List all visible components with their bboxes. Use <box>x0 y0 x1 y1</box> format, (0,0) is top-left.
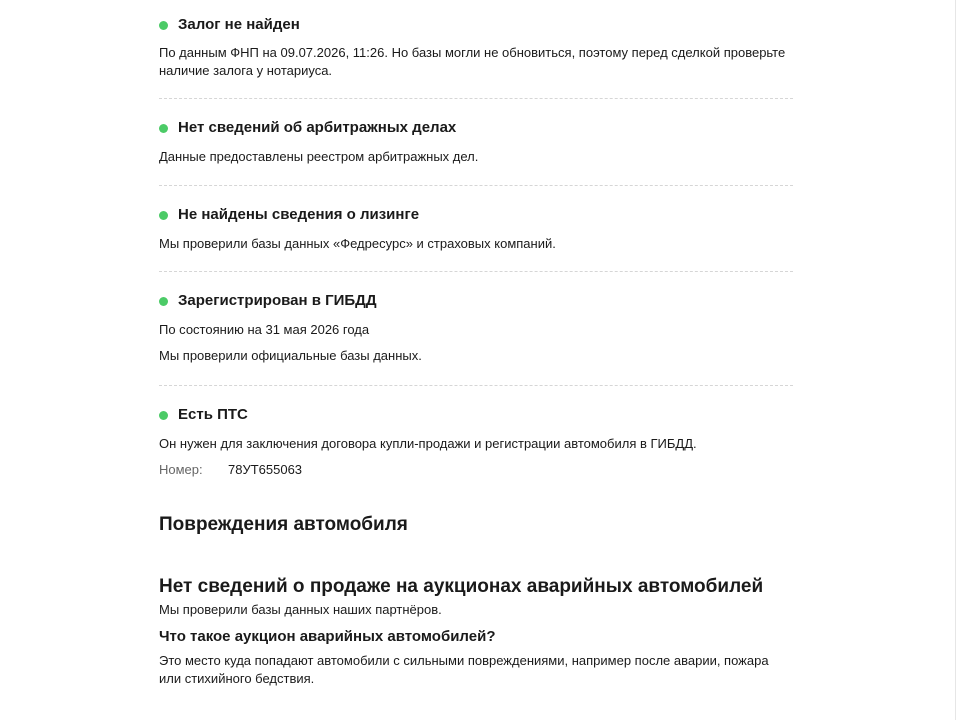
check-title <box>159 405 793 425</box>
status-ok-icon <box>159 411 168 420</box>
status-ok-icon <box>159 297 168 306</box>
report-content <box>159 0 793 688</box>
auction-question-title: Что такое аукцион аварийных автомобилей? <box>159 628 496 645</box>
check-title <box>159 118 793 138</box>
check-title-text: Не найдены сведения о лизинге <box>178 206 420 223</box>
auction-title: Нет сведений о продаже на аукционах аварийных автомобилей <box>159 576 764 597</box>
status-ok-icon <box>159 211 168 220</box>
check-description: По данным ФНП на 09.07.2026, 11:26. Но базы могли не обновиться, поэтому перед сделкой проверьте наличие залога у нотариуса. <box>159 45 786 78</box>
check-title-text: Нет сведений об арбитражных делах <box>178 119 457 136</box>
status-ok-icon <box>159 21 168 30</box>
check-description: Мы проверили официальные базы данных. <box>159 348 422 363</box>
check-description: По состоянию на 31 мая 2026 года <box>159 322 370 337</box>
check-title-text: Есть ПТС <box>178 406 248 423</box>
check-title-text: Зарегистрирован в ГИБДД <box>178 292 377 309</box>
status-ok-icon <box>159 124 168 133</box>
check-pts <box>159 386 793 485</box>
check-description: Мы проверили базы данных «Федресурс» и страховых компаний. <box>159 236 556 251</box>
check-title <box>159 205 793 225</box>
page-right-border <box>955 0 956 720</box>
auction-question-answer: Это место куда попадают автомобили с сильными повреждениями, например после аварии, пожара или стихийного бедствия. <box>159 653 769 686</box>
check-title <box>159 291 793 311</box>
check-description: Данные предоставлены реестром арбитражных дел. <box>159 149 479 164</box>
check-pledge <box>159 0 793 99</box>
check-title <box>159 15 793 35</box>
damage-section-title: Повреждения автомобиля <box>159 514 408 535</box>
check-description: Он нужен для заключения договора купли-продажи и регистрации автомобиля в ГИБДД. <box>159 436 697 451</box>
pts-number-value: 78УТ655063 <box>228 462 303 477</box>
pts-number-row <box>159 461 793 479</box>
check-leasing <box>159 186 793 272</box>
check-arbitration <box>159 99 793 186</box>
pts-number-label: Номер: <box>159 462 203 477</box>
check-title-text: Залог не найден <box>178 16 300 33</box>
auction-description: Мы проверили базы данных наших партнёров. <box>159 602 442 617</box>
check-gibdd-registration <box>159 272 793 386</box>
